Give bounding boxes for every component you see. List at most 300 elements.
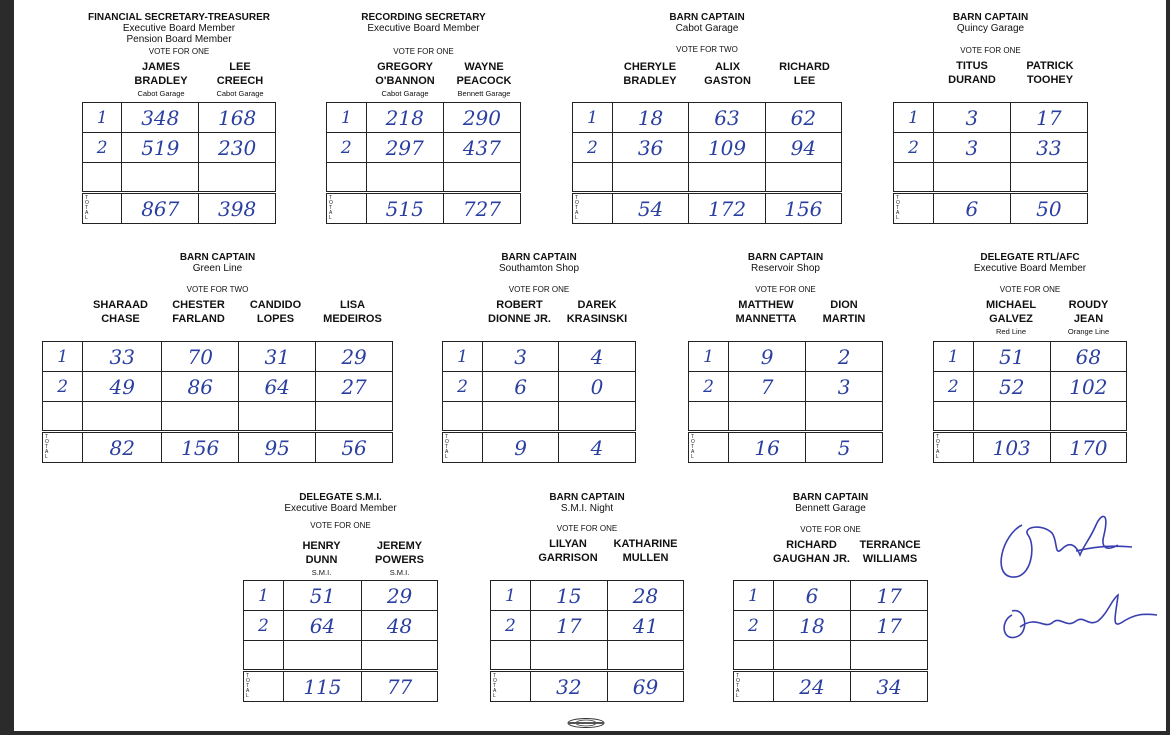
row-number: 1: [573, 103, 613, 133]
candidate-affiliation: S.M.I.: [311, 568, 332, 577]
vote-count-cell: 6: [773, 581, 851, 611]
row-number: 1: [689, 342, 729, 372]
candidate-first-name: JEREMY: [376, 540, 423, 552]
total-label-text: TOTAL: [445, 434, 449, 460]
total-count-cell: 95: [239, 432, 316, 463]
blank-cell: [765, 163, 841, 193]
race-header: [12, 252, 423, 274]
total-label: [491, 671, 531, 702]
blank-cell: [199, 163, 276, 193]
candidate-last-name: BRADLEY: [134, 75, 188, 87]
blank-row: [43, 402, 393, 432]
race-subtitle: Executive Board Member: [284, 503, 397, 514]
vote-count-cell: 6: [483, 372, 559, 402]
race-subtitle: Pension Board Member: [126, 34, 232, 45]
tally-row: [934, 372, 1127, 402]
vote-count-cell: 230: [199, 133, 276, 163]
candidate-first-name: WAYNE: [464, 61, 504, 73]
candidate-first-name: DION: [830, 299, 858, 311]
blank-cell: [162, 402, 239, 432]
candidate-last-name: GAUGHAN JR.: [772, 553, 850, 565]
vote-count-cell: 62: [765, 103, 841, 133]
tally-table: [42, 341, 393, 463]
total-label-text: TOTAL: [85, 195, 89, 221]
total-count-cell: 4: [559, 432, 636, 463]
row-number: 1: [443, 342, 483, 372]
blank-row: [83, 163, 276, 193]
vote-count-cell: 109: [689, 133, 765, 163]
vote-for-label: VOTE FOR ONE: [148, 47, 210, 56]
vote-count-cell: 70: [162, 342, 239, 372]
candidate-first-name: DAREK: [577, 299, 617, 311]
candidate-affiliation: S.M.I.: [389, 568, 410, 577]
total-label-text: TOTAL: [575, 195, 579, 221]
total-count-cell: 156: [162, 432, 239, 463]
race-subtitle: Executive Board Member: [367, 23, 480, 34]
total-count-cell: 6: [934, 193, 1011, 224]
vote-count-cell: 64: [283, 611, 361, 641]
vote-for-label: VOTE FOR ONE: [960, 46, 1021, 55]
total-label: [83, 193, 122, 224]
vote-count-cell: 29: [362, 581, 438, 611]
candidate-first-name: RICHARD: [779, 61, 830, 73]
total-row: [934, 432, 1127, 463]
blank-cell: [491, 641, 531, 671]
candidate-last-name: DUNN: [305, 554, 338, 566]
total-count-cell: 170: [1050, 432, 1126, 463]
row-number: 1: [327, 103, 367, 133]
blank-row: [491, 641, 684, 671]
candidate-name: [746, 60, 863, 88]
candidate-last-name: MEDEIROS: [323, 313, 382, 325]
tally-row: [244, 611, 438, 641]
candidate-first-name: MICHAEL: [985, 299, 1037, 311]
candidate-last-name: MANNETTA: [735, 313, 797, 325]
candidate-affiliation: Orange Line: [1067, 327, 1110, 336]
blank-cell: [559, 402, 636, 432]
vote-count-cell: 48: [362, 611, 438, 641]
total-row: [244, 671, 438, 702]
tally-table: [688, 341, 883, 463]
total-row: [43, 432, 393, 463]
vote-count-cell: 49: [83, 372, 162, 402]
blank-cell: [934, 163, 1011, 193]
candidate-last-name: DURAND: [948, 74, 996, 86]
candidate-affiliation: Bennett Garage: [457, 89, 511, 98]
total-row: [327, 193, 521, 224]
total-label: [734, 671, 774, 702]
candidate-first-name: ROUDY: [1068, 299, 1109, 311]
candidate-first-name: TITUS: [956, 60, 988, 72]
blank-cell: [734, 641, 774, 671]
blank-cell: [851, 641, 928, 671]
candidate-last-name: GALVEZ: [989, 313, 1033, 325]
tally-table: [326, 102, 521, 224]
total-row: [443, 432, 636, 463]
row-number: 2: [689, 372, 729, 402]
blank-cell: [607, 641, 683, 671]
race-title: BARN CAPTAIN: [501, 252, 577, 263]
total-row: [83, 193, 276, 224]
row-number: 2: [43, 372, 83, 402]
race-header: [542, 12, 872, 34]
candidate-name: [341, 539, 458, 578]
total-count-cell: 515: [366, 193, 443, 224]
tally-row: [734, 611, 928, 641]
vote-count-cell: 102: [1050, 372, 1126, 402]
blank-cell: [934, 402, 974, 432]
vote-count-cell: 18: [612, 103, 689, 133]
total-count-cell: 5: [806, 432, 883, 463]
row-number: 1: [491, 581, 531, 611]
tally-row: [894, 133, 1088, 163]
blank-row: [244, 641, 438, 671]
vote-count-cell: 52: [973, 372, 1050, 402]
candidate-name: [181, 60, 299, 99]
tally-row: [934, 342, 1127, 372]
blank-cell: [729, 402, 806, 432]
tally-row: [43, 342, 393, 372]
race-subtitle: Southamton Shop: [498, 263, 580, 274]
vote-count-cell: 3: [934, 133, 1011, 163]
vote-count-cell: 63: [689, 103, 765, 133]
vote-count-cell: 519: [122, 133, 199, 163]
total-label: [573, 193, 613, 224]
candidate-last-name: LEE: [793, 75, 816, 87]
race-header: [296, 12, 551, 34]
row-number: 2: [894, 133, 934, 163]
vote-for-label: VOTE FOR TWO: [676, 45, 738, 54]
candidate-name: [538, 298, 656, 326]
race-title: BARN CAPTAIN: [952, 12, 1029, 23]
total-count-cell: 69: [607, 671, 683, 702]
vote-count-cell: 0: [559, 372, 636, 402]
race-subtitle: Green Line: [192, 263, 243, 274]
race-subtitle: Bennett Garage: [795, 503, 866, 514]
left-border: [0, 0, 14, 735]
blank-cell: [239, 402, 316, 432]
tally-row: [327, 103, 521, 133]
total-label: [244, 671, 284, 702]
candidate-first-name: ALIX: [714, 61, 741, 73]
candidate-name: [425, 60, 543, 99]
bottom-border: [0, 731, 1170, 735]
race-header: [52, 12, 306, 45]
race-title: DELEGATE RTL/AFC: [980, 252, 1080, 263]
vote-count-cell: 51: [973, 342, 1050, 372]
total-count-cell: 172: [689, 193, 765, 224]
candidate-first-name: PATRICK: [1026, 60, 1074, 72]
vote-count-cell: 17: [1010, 103, 1087, 133]
vote-for-label: VOTE FOR ONE: [393, 47, 454, 56]
total-label-text: TOTAL: [896, 195, 900, 221]
tally-row: [443, 372, 636, 402]
total-label-text: TOTAL: [45, 434, 49, 460]
vote-count-cell: 15: [530, 581, 607, 611]
total-label: [894, 193, 934, 224]
candidate-last-name: TOOHEY: [1026, 74, 1074, 86]
signature-upper: [992, 505, 1142, 585]
candidate-last-name: BRADLEY: [623, 75, 677, 87]
total-row: [689, 432, 883, 463]
total-row: [894, 193, 1088, 224]
race-title: BARN CAPTAIN: [669, 12, 745, 23]
race-title: BARN CAPTAIN: [549, 492, 625, 503]
candidate-last-name: CREECH: [216, 75, 264, 87]
total-count-cell: 24: [773, 671, 851, 702]
total-label-text: TOTAL: [691, 434, 695, 460]
tally-row: [43, 372, 393, 402]
vote-count-cell: 33: [83, 342, 162, 372]
candidate-first-name: LEE: [229, 61, 251, 73]
row-number: 1: [734, 581, 774, 611]
total-row: [573, 193, 842, 224]
blank-cell: [83, 163, 122, 193]
total-label-text: TOTAL: [329, 195, 333, 221]
vote-count-cell: 3: [483, 342, 559, 372]
vote-count-cell: 3: [934, 103, 1011, 133]
vote-count-cell: 29: [316, 342, 393, 372]
vote-count-cell: 17: [530, 611, 607, 641]
tally-row: [244, 581, 438, 611]
vote-count-cell: 31: [239, 342, 316, 372]
blank-row: [734, 641, 928, 671]
candidate-last-name: PEACOCK: [456, 75, 512, 87]
blank-cell: [612, 163, 689, 193]
tally-table: [572, 102, 842, 224]
vote-for-label: VOTE FOR ONE: [800, 525, 861, 534]
race-subtitle: Cabot Garage: [675, 23, 739, 34]
tally-row: [573, 133, 842, 163]
candidate-first-name: JAMES: [142, 61, 180, 73]
tally-row: [327, 133, 521, 163]
blank-cell: [362, 641, 438, 671]
race-header: [460, 492, 714, 514]
total-count-cell: 54: [612, 193, 689, 224]
tally-row: [894, 103, 1088, 133]
total-row: [734, 671, 928, 702]
row-number: 1: [894, 103, 934, 133]
tally-table: [893, 102, 1088, 224]
row-number: 2: [327, 133, 367, 163]
race-subtitle: Reservoir Shop: [751, 263, 820, 274]
vote-count-cell: 4: [559, 342, 636, 372]
vote-for-label: VOTE FOR ONE: [999, 285, 1061, 294]
race-subtitle: S.M.I. Night: [560, 503, 614, 514]
blank-cell: [283, 641, 361, 671]
row-number: 2: [491, 611, 531, 641]
blank-cell: [1050, 402, 1126, 432]
tally-row: [689, 342, 883, 372]
vote-count-cell: 41: [607, 611, 683, 641]
candidate-last-name: CHASE: [101, 313, 140, 325]
candidate-name: [831, 538, 949, 566]
candidate-first-name: HENRY: [302, 540, 341, 552]
row-number: 2: [734, 611, 774, 641]
blank-cell: [806, 402, 883, 432]
blank-cell: [443, 163, 520, 193]
candidate-last-name: MULLEN: [622, 552, 669, 564]
blank-cell: [773, 641, 851, 671]
signature-lower: [992, 585, 1162, 650]
candidate-affiliation: Red Line: [995, 327, 1027, 336]
row-number: 2: [443, 372, 483, 402]
total-count-cell: 727: [443, 193, 520, 224]
vote-count-cell: 68: [1050, 342, 1126, 372]
tally-table: [442, 341, 636, 463]
row-number: 2: [83, 133, 122, 163]
candidate-first-name: SHARAAD: [93, 299, 148, 311]
race-header: [658, 252, 913, 274]
candidate-name: [294, 298, 411, 326]
total-count-cell: 867: [122, 193, 199, 224]
tally-row: [83, 133, 276, 163]
total-count-cell: 34: [851, 671, 928, 702]
vote-for-label: VOTE FOR ONE: [556, 524, 618, 533]
total-count-cell: 77: [362, 671, 438, 702]
blank-cell: [689, 163, 765, 193]
vote-count-cell: 64: [239, 372, 316, 402]
candidate-name: [991, 59, 1109, 87]
candidate-last-name: O'BANNON: [375, 75, 435, 87]
race-header: [412, 252, 666, 274]
total-count-cell: 156: [765, 193, 841, 224]
total-count-cell: 56: [316, 432, 393, 463]
race-header: [863, 12, 1118, 34]
vote-for-label: VOTE FOR ONE: [508, 285, 570, 294]
total-label-text: TOTAL: [493, 673, 497, 699]
total-label: [934, 432, 974, 463]
candidate-last-name: WILLIAMS: [862, 553, 918, 565]
race-title: BARN CAPTAIN: [747, 252, 824, 263]
vote-for-label: VOTE FOR ONE: [755, 285, 816, 294]
tally-table: [490, 580, 684, 702]
total-label: [689, 432, 729, 463]
total-count-cell: 103: [973, 432, 1050, 463]
race-header: [213, 492, 468, 514]
candidate-first-name: CHESTER: [172, 299, 225, 311]
total-label: [327, 193, 367, 224]
blank-cell: [689, 402, 729, 432]
candidate-last-name: DIONNE JR.: [488, 313, 551, 325]
blank-row: [443, 402, 636, 432]
vote-count-cell: 18: [773, 611, 851, 641]
race-title: RECORDING SECRETARY: [361, 12, 486, 23]
total-count-cell: 32: [530, 671, 607, 702]
total-row: [491, 671, 684, 702]
blank-cell: [483, 402, 559, 432]
row-number: 1: [43, 342, 83, 372]
candidate-affiliation: Cabot Garage: [137, 89, 185, 98]
tally-row: [573, 103, 842, 133]
vote-count-cell: 27: [316, 372, 393, 402]
blank-row: [689, 402, 883, 432]
row-number: 1: [83, 103, 122, 133]
blank-cell: [316, 402, 393, 432]
candidate-last-name: KRASINSKI: [566, 313, 628, 325]
vote-count-cell: 7: [729, 372, 806, 402]
candidate-first-name: ROBERT: [496, 299, 543, 311]
candidate-first-name: KATHARINE: [613, 538, 678, 550]
candidate-first-name: CHERYLE: [623, 61, 677, 73]
vote-count-cell: 2: [806, 342, 883, 372]
candidate-first-name: LILYAN: [549, 538, 587, 550]
candidate-affiliation: Cabot Garage: [381, 89, 429, 98]
candidate-last-name: POWERS: [375, 554, 424, 566]
race-title: BARN CAPTAIN: [179, 252, 256, 263]
candidate-affiliation: Cabot Garage: [216, 89, 264, 98]
total-label: [443, 432, 483, 463]
blank-row: [934, 402, 1127, 432]
vote-count-cell: 28: [607, 581, 683, 611]
race-header: [903, 252, 1157, 274]
vote-count-cell: 94: [765, 133, 841, 163]
total-count-cell: 9: [483, 432, 559, 463]
blank-row: [573, 163, 842, 193]
vote-count-cell: 437: [443, 133, 520, 163]
tally-table: [733, 580, 928, 702]
tally-row: [689, 372, 883, 402]
total-label-text: TOTAL: [246, 673, 250, 699]
blank-cell: [122, 163, 199, 193]
candidate-last-name: JEAN: [1073, 313, 1104, 325]
total-count-cell: 50: [1010, 193, 1087, 224]
candidate-last-name: GASTON: [704, 75, 751, 87]
candidate-first-name: CANDIDO: [249, 299, 302, 311]
candidate-name: [1030, 298, 1147, 337]
race-title: FINANCIAL SECRETARY-TREASURER: [87, 12, 271, 23]
tally-table: [933, 341, 1127, 463]
vote-count-cell: 51: [283, 581, 361, 611]
vote-count-cell: 168: [199, 103, 276, 133]
candidate-name: [785, 298, 903, 326]
total-count-cell: 398: [199, 193, 276, 224]
blank-cell: [1010, 163, 1087, 193]
row-number: 2: [244, 611, 284, 641]
blank-cell: [443, 402, 483, 432]
total-count-cell: 82: [83, 432, 162, 463]
blank-cell: [43, 402, 83, 432]
blank-cell: [530, 641, 607, 671]
race-header: [703, 492, 958, 514]
total-label-text: TOTAL: [736, 673, 740, 699]
right-border: [1166, 0, 1170, 735]
race-subtitle: Executive Board Member: [973, 263, 1087, 274]
blank-row: [327, 163, 521, 193]
row-number: 1: [244, 581, 284, 611]
vote-count-cell: 17: [851, 581, 928, 611]
tally-row: [491, 581, 684, 611]
tally-table: [243, 580, 438, 702]
race-title: BARN CAPTAIN: [792, 492, 869, 503]
vote-count-cell: 297: [366, 133, 443, 163]
row-number: 1: [934, 342, 974, 372]
tally-row: [734, 581, 928, 611]
candidate-first-name: GREGORY: [377, 61, 433, 73]
row-number: 2: [934, 372, 974, 402]
vote-for-label: VOTE FOR ONE: [310, 521, 371, 530]
blank-row: [894, 163, 1088, 193]
race-subtitle: Executive Board Member: [122, 23, 236, 34]
tally-row: [83, 103, 276, 133]
vote-count-cell: 33: [1010, 133, 1087, 163]
total-count-cell: 16: [729, 432, 806, 463]
candidate-first-name: MATTHEW: [738, 299, 794, 311]
vote-for-label: VOTE FOR TWO: [186, 285, 249, 294]
tally-table: [82, 102, 276, 224]
blank-cell: [894, 163, 934, 193]
vote-count-cell: 36: [612, 133, 689, 163]
